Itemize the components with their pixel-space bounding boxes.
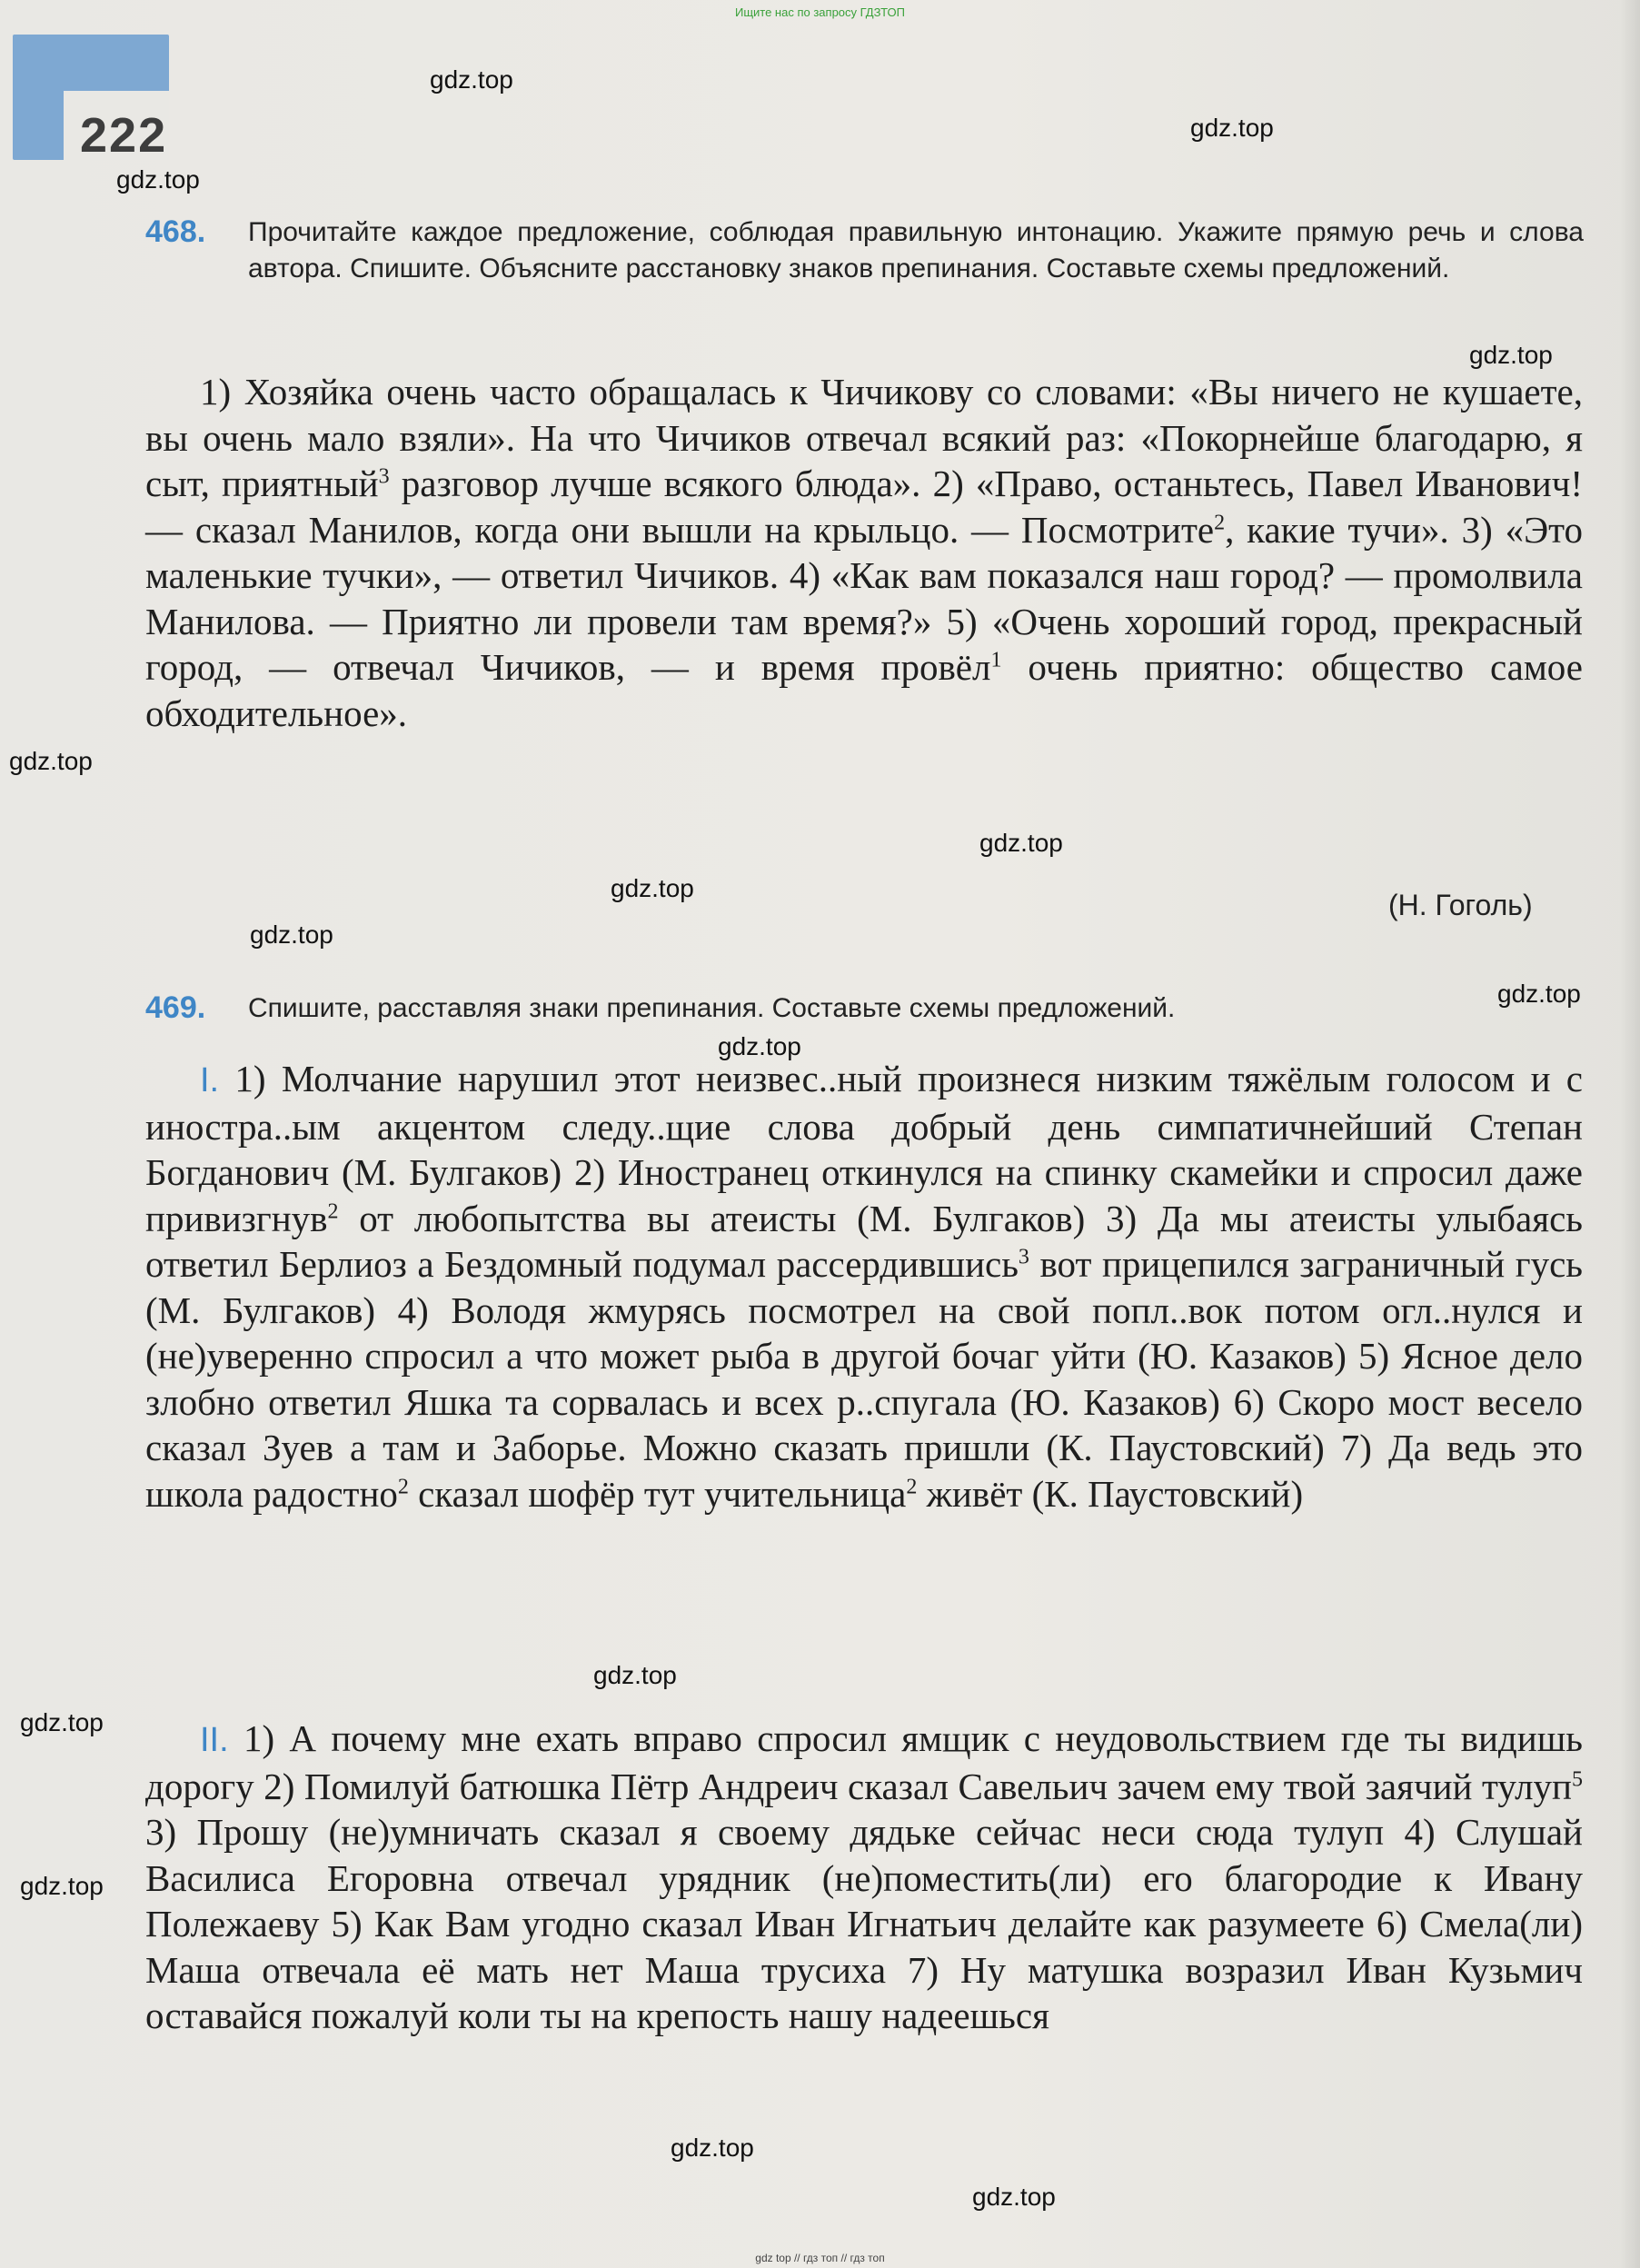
footnote-marker: 5 [1572,1766,1583,1791]
footnote-marker: 2 [397,1474,409,1498]
watermark: gdz.top [1497,980,1581,1008]
footnote-marker: 3 [378,464,390,489]
watermark: gdz.top [593,1661,677,1689]
text-segment: от любопытства вы атеисты (М. Булгаков) 3) Да мы атеисты улыбаясь ответил Берлиоз а Бездомный подумал рассердившись [145,1197,1583,1285]
watermark: gdz.top [250,920,333,949]
text-segment: 1) А почему мне ехать вправо спросил ямщик с неудовольствием где ты видишь дорогу 2) Помилуй батюшка Пётр Андреич сказал Савельич зачем ему твой заячий тулуп [145,1717,1583,1807]
watermark: gdz.top [116,165,200,194]
watermark: gdz.top [1469,341,1553,369]
watermark: gdz.top [20,1708,104,1736]
footnote-marker: 2 [327,1199,339,1223]
exercise-469-number: 469. [145,990,206,1025]
watermark: gdz.top [671,2134,754,2162]
page-edge-shadow [1620,0,1640,2268]
part-1-marker: I. [200,1061,220,1099]
text-segment: вот прицепился заграничный гусь (М. Булгаков) 4) Володя жмурясь посмотрел на свой попл..вок потом огл..нулся и (не)уверенно спросил а что может рыба в другой бочаг уйти (Ю. Казаков) 5) Ясное дело злобно ответил Яшка та сорвалась и всех р..спугала (Ю. Казаков) 6) Скоро мост весело сказал Зуев а там и Заборье. Можно сказать пришли (К. Паустовский) 7) Да ведь это школа радостно [145,1243,1583,1515]
watermark: gdz.top [972,2183,1056,2211]
exercise-469-part-2 [145,1716,1583,2039]
text-segment: 1) Хозяйка очень часто обращалась к Чичикову со словами: «Вы ничего не кушаете, вы очень мало взяли». На что Чичиков отвечал всякий раз: «Покорнейше благодарю, я сыт, приятный [145,371,1583,504]
text-segment: очень приятно: общество самое обходительное». [145,646,1583,734]
text-segment: 3) Прошу (не)умничать сказал я своему дядьке сейчас неси сюда тулуп 4) Слушай Василиса Егоровна отвечал урядник (не)поместить(ли) его благородие к Ивану Полежаеву 5) Как Вам угодно сказал Иван Игнатьич делайте как разумеете 6) Смела(ли) Маша отвечала её мать нет Маша трусиха 7) Ну матушка возразил Иван Кузьмич оставайся пожалуй коли ты на крепость нашу надеешься [145,1811,1583,2036]
text-segment: , какие тучи». 3) «Это маленькие тучки», — ответил Чичиков. 4) «Как вам показался наш город? — промолвила Манилова. — Приятно ли провели там время?» 5) «Очень хороший город, прекрасный город, — отвечал Чичиков, — и время провёл [145,508,1584,688]
exercise-469-part-1 [145,1056,1583,1517]
exercise-469-task: Спишите, расставляя знаки препинания. Составьте схемы предложений. [248,993,1176,1023]
part-2-marker: II. [200,1721,229,1759]
top-banner: Ищите нас по запросу ГДЗТОП [734,5,905,19]
text-segment: разговор лучше всякого блюда». 2) «Право, останьтесь, Павел Иванович! — сказал Манилов, когда они вышли на крыльцо. — Посмотрите [145,463,1583,551]
text-segment: 1) Молчание нарушил этот неизвес..ный произнеся низким тяжёлым голосом и с иностра..ым акцентом следу..щие слова добрый день симпатичнейший Степан Богданович (М. Булгаков) 2) Иностранец откинулся на спинку скамейки и спросил даже привизгнув [145,1058,1583,1239]
watermark: gdz.top [430,65,513,94]
exercise-468-text [145,369,1583,736]
footnote-marker: 3 [1018,1245,1029,1269]
footnote-marker: 2 [1214,510,1226,534]
footnote-marker: 2 [906,1474,918,1498]
watermark: gdz.top [1190,114,1274,142]
watermark: gdz.top [718,1032,801,1060]
text-segment: живёт (К. Паустовский) [917,1472,1304,1515]
exercise-468-author: (Н. Гоголь) [1388,889,1533,921]
watermark: gdz.top [979,829,1063,857]
text-segment: сказал шофёр тут учительница [408,1472,907,1515]
watermark: gdz.top [611,874,694,902]
exercise-468-task: Прочитайте каждое предложение, соблюдая правильную интонацию. Укажите прямую речь и слова автора. Спишите. Объясните расстановку знаков препинания. Составьте схемы предложений. [248,217,1584,284]
footnote-marker: 1 [990,648,1002,672]
watermark: gdz.top [20,1872,104,1900]
bottom-banner: gdz top // гдз топ // гдз топ [755,2252,885,2264]
exercise-468-number: 468. [145,214,206,249]
watermark: gdz.top [9,747,93,775]
page-number: 222 [80,108,168,163]
